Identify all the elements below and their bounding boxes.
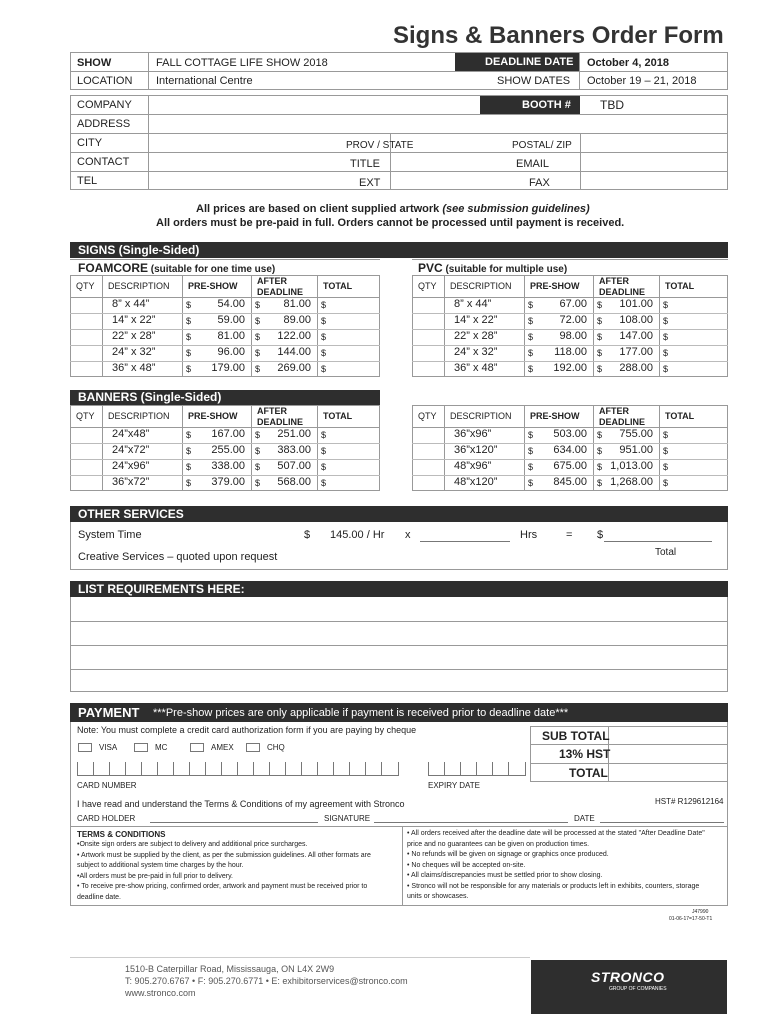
footer-divider <box>70 957 530 958</box>
booth-label: BOOTH # <box>522 99 571 111</box>
terms-right-item: • No refunds will be given on signage or graphics once produced. <box>407 851 609 858</box>
pvc-row-after-currency: $ <box>597 300 603 310</box>
banner-right-row-total-currency[interactable]: $ <box>663 462 669 472</box>
card-holder-label: CARD HOLDER <box>77 814 136 823</box>
terms-right-item: price and no guarantees can be given on production times. <box>407 840 590 848</box>
hst-label: 13% HST <box>559 747 611 761</box>
location-value[interactable]: International Centre <box>156 75 253 87</box>
banner-left-row-after-currency: $ <box>255 478 261 488</box>
terms-right-item: • No cheques will be accepted on-site. <box>407 861 526 869</box>
foamcore-row-total-currency[interactable]: $ <box>321 300 327 310</box>
pvc-row-after-price: 288.00 <box>619 362 653 374</box>
terms-right-item: • Stronco will not be responsible for any materials or products left in exhibits, counters, storage <box>407 882 700 890</box>
system-time-rate: 145.00 / Hr <box>330 529 385 541</box>
expiry-input[interactable] <box>428 762 526 776</box>
pvc-row-description: 8” x 44” <box>454 298 492 310</box>
foamcore-row-description: 8” x 44” <box>112 298 150 310</box>
payment-heading: PAYMENT <box>78 705 140 720</box>
foamcore-row-pre-price: 54.00 <box>217 298 245 310</box>
foamcore-row-pre-price: 96.00 <box>217 346 245 358</box>
visa-label: VISA <box>99 743 118 752</box>
banner-left-row-pre-price: 255.00 <box>211 444 245 456</box>
date-input[interactable] <box>600 822 724 823</box>
foamcore-row-after-currency: $ <box>255 364 261 374</box>
foamcore-row-after-price: 144.00 <box>277 346 311 358</box>
banner-right-row-after-currency: $ <box>597 430 603 440</box>
signature-input[interactable] <box>374 822 568 823</box>
pvc-row-after-currency: $ <box>597 316 603 326</box>
card-number-input[interactable] <box>77 762 399 776</box>
banners-heading: BANNERS (Single-Sided) <box>78 390 222 404</box>
pvc-row-total-currency[interactable]: $ <box>663 316 669 326</box>
pvc-row-pre-currency: $ <box>528 316 534 326</box>
pvc-qty-input[interactable] <box>414 315 442 327</box>
foamcore-row-after-currency: $ <box>255 300 261 310</box>
hst-number: HST# R129612164 <box>655 797 724 806</box>
terms-left-item: deadline date. <box>77 893 121 901</box>
banner-left-row-description: 24”x72” <box>112 444 150 456</box>
banner-right-row-pre-currency: $ <box>528 446 534 456</box>
form-code-1: J47990 <box>692 909 709 915</box>
banner-left-row-total-currency[interactable]: $ <box>321 430 327 440</box>
banner-right-header-pre: PRE-SHOW <box>530 411 580 421</box>
banner-left-row-after-currency: $ <box>255 446 261 456</box>
pvc-row-after-price: 108.00 <box>619 314 653 326</box>
terms-left-item: • Artwork must be supplied by the client, as per the submission guidelines. All other formats are <box>77 851 371 859</box>
total-dollar: $ <box>597 529 604 541</box>
payment-note: Note: You must complete a credit card authorization form if you are paying by cheque <box>77 725 417 735</box>
agreement-text: I have read and understand the Terms & Conditions of my agreement with Stronco <box>77 799 405 809</box>
mc-label: MC <box>155 743 168 752</box>
pvc-header-pre: PRE-SHOW <box>530 281 580 291</box>
terms-right-item: units or showcases. <box>407 893 469 900</box>
email-label: EMAIL <box>516 158 550 170</box>
chq-checkbox[interactable] <box>246 743 260 752</box>
show-value[interactable]: FALL COTTAGE LIFE SHOW 2018 <box>156 57 328 69</box>
foamcore-row-after-currency: $ <box>255 332 261 342</box>
banner-right-header-qty: QTY <box>418 411 437 421</box>
foamcore-row-pre-currency: $ <box>186 316 192 326</box>
banner-right-row-after-currency: $ <box>597 446 603 456</box>
title-label: TITLE <box>350 158 380 170</box>
subtotal-label: SUB TOTAL <box>542 729 610 743</box>
show-label: SHOW <box>77 57 112 69</box>
pvc-row-pre-currency: $ <box>528 332 534 342</box>
banner-left-qty-input[interactable] <box>72 477 100 489</box>
deadline-label: DEADLINE DATE <box>485 56 574 68</box>
banner-right-qty-input[interactable] <box>414 461 442 473</box>
pvc-row-after-price: 101.00 <box>619 298 653 310</box>
footer-address: 1510-B Caterpillar Road, Mississauga, ON L4X 2W9 <box>125 964 335 974</box>
banner-right-row-pre-currency: $ <box>528 462 534 472</box>
banner-right-header-desc: DESCRIPTION <box>450 411 512 421</box>
foamcore-header-qty: QTY <box>76 281 95 291</box>
banner-right-row-pre-currency: $ <box>528 430 534 440</box>
foamcore-row-description: 24” x 32” <box>112 346 156 358</box>
pvc-qty-input[interactable] <box>414 347 442 359</box>
banner-right-row-after-price: 951.00 <box>619 444 653 456</box>
banner-left-qty-input[interactable] <box>72 429 100 441</box>
pvc-row-pre-currency: $ <box>528 300 534 310</box>
banner-left-row-after-price: 383.00 <box>277 444 311 456</box>
banner-left-row-after-price: 507.00 <box>277 460 311 472</box>
pvc-qty-input[interactable] <box>414 331 442 343</box>
pvc-row-after-price: 177.00 <box>619 346 653 358</box>
banner-right-row-total-currency[interactable]: $ <box>663 446 669 456</box>
requirements-heading: LIST REQUIREMENTS HERE: <box>78 582 245 596</box>
banner-left-header-deadline: DEADLINE <box>257 417 304 427</box>
foamcore-row-total-currency[interactable]: $ <box>321 316 327 326</box>
banner-right-row-description: 36”x96” <box>454 428 492 440</box>
pvc-row-total-currency[interactable]: $ <box>663 364 669 374</box>
pvc-row-total-currency[interactable]: $ <box>663 348 669 358</box>
banner-right-row-description: 48”x120” <box>454 476 498 488</box>
show-dates-value: October 19 – 21, 2018 <box>587 75 697 87</box>
banner-right-header-total: TOTAL <box>665 411 695 421</box>
banner-left-row-total-currency[interactable]: $ <box>321 478 327 488</box>
form-code-2: 01-06-17=17-50-T1 <box>669 916 713 922</box>
stronco-logo: STRONCO <box>591 969 665 985</box>
company-label: COMPANY <box>77 99 132 111</box>
banner-left-row-total-currency[interactable]: $ <box>321 446 327 456</box>
foamcore-row-total-currency[interactable]: $ <box>321 364 327 374</box>
foamcore-row-total-currency[interactable]: $ <box>321 332 327 342</box>
banner-left-row-pre-currency: $ <box>186 462 192 472</box>
pvc-row-after-price: 147.00 <box>619 330 653 342</box>
pvc-header-total: TOTAL <box>665 281 695 291</box>
banner-right-header-deadline: DEADLINE <box>599 417 646 427</box>
banner-right-row-description: 36”x120” <box>454 444 498 456</box>
foamcore-row-pre-currency: $ <box>186 332 192 342</box>
signs-heading: SIGNS (Single-Sided) <box>78 243 200 257</box>
foamcore-row-pre-price: 81.00 <box>217 330 245 342</box>
card-number-label: CARD NUMBER <box>77 781 137 790</box>
tel-label: TEL <box>77 175 98 187</box>
pvc-qty-input[interactable] <box>414 299 442 311</box>
visa-checkbox[interactable] <box>78 743 92 752</box>
hours-input[interactable] <box>420 541 510 542</box>
banner-left-row-description: 36”x72” <box>112 476 150 488</box>
banner-right-row-after-price: 1,013.00 <box>610 460 653 472</box>
other-services-heading: OTHER SERVICES <box>78 507 184 521</box>
amex-checkbox[interactable] <box>190 743 204 752</box>
postal-label: POSTAL/ ZIP <box>512 140 572 151</box>
pvc-qty-input[interactable] <box>414 363 442 375</box>
foamcore-header-desc: DESCRIPTION <box>108 281 170 291</box>
banner-left-row-after-currency: $ <box>255 430 261 440</box>
foamcore-row-pre-currency: $ <box>186 364 192 374</box>
banner-left-row-description: 24”x48” <box>112 428 150 440</box>
terms-left-item: •Onsite sign orders are subject to delivery and additional price surcharges. <box>77 841 308 848</box>
pvc-header-qty: QTY <box>418 281 437 291</box>
foamcore-subtitle: (suitable for one time use) <box>148 264 276 275</box>
pvc-row-pre-price: 192.00 <box>553 362 587 374</box>
city-label: CITY <box>77 137 103 149</box>
pvc-row-description: 36” x 48” <box>454 362 498 374</box>
pvc-row-total-currency[interactable]: $ <box>663 332 669 342</box>
foamcore-row-after-price: 81.00 <box>283 298 311 310</box>
pvc-row-total-currency[interactable]: $ <box>663 300 669 310</box>
deadline-value: October 4, 2018 <box>587 57 669 69</box>
date-label: DATE <box>574 814 595 823</box>
stronco-logo-sub: GROUP OF COMPANIES <box>609 986 667 992</box>
foamcore-row-after-price: 269.00 <box>277 362 311 374</box>
banner-right-qty-input[interactable] <box>414 429 442 441</box>
system-time-dollar: $ <box>304 529 311 541</box>
foamcore-row-pre-price: 179.00 <box>211 362 245 374</box>
footer-phones: T: 905.270.6767 • F: 905.270.6771 • E: exhibitorservices@stronco.com <box>125 976 408 986</box>
terms-heading: TERMS & CONDITIONS <box>77 830 166 839</box>
foamcore-title-text: FOAMCORE <box>78 261 148 275</box>
foamcore-qty-input[interactable] <box>72 331 100 343</box>
pvc-row-pre-price: 98.00 <box>559 330 587 342</box>
banner-left-row-total-currency[interactable]: $ <box>321 462 327 472</box>
foamcore-row-after-price: 122.00 <box>277 330 311 342</box>
foamcore-row-pre-currency: $ <box>186 348 192 358</box>
banner-left-qty-input[interactable] <box>72 445 100 457</box>
foamcore-qty-input[interactable] <box>72 347 100 359</box>
pvc-row-description: 24” x 32” <box>454 346 498 358</box>
banner-right-row-pre-price: 845.00 <box>553 476 587 488</box>
pvc-header-after: AFTER <box>599 276 629 286</box>
pvc-row-pre-price: 72.00 <box>559 314 587 326</box>
times-sign: x <box>405 529 411 541</box>
banner-left-row-after-price: 251.00 <box>277 428 311 440</box>
foamcore-header-after: AFTER <box>257 276 287 286</box>
foamcore-row-after-price: 89.00 <box>283 314 311 326</box>
banner-left-row-pre-price: 338.00 <box>211 460 245 472</box>
pvc-subtitle: (suitable for multiple use) <box>442 264 568 275</box>
notice-line-2: All orders must be pre-paid in full. Orders cannot be processed until payment is received. <box>156 217 625 229</box>
equals-sign: = <box>566 529 573 541</box>
pvc-header-desc: DESCRIPTION <box>450 281 512 291</box>
foamcore-qty-input[interactable] <box>72 363 100 375</box>
foamcore-row-description: 14” x 22” <box>112 314 156 326</box>
pvc-row-pre-price: 67.00 <box>559 298 587 310</box>
address-label: ADDRESS <box>77 118 131 130</box>
banner-left-header-total: TOTAL <box>323 411 353 421</box>
pvc-row-pre-currency: $ <box>528 364 534 374</box>
terms-right-item: • All orders received after the deadline date will be processed at the stated "After Deadline Date" <box>407 830 705 837</box>
total-label: TOTAL <box>569 766 608 780</box>
chq-label: CHQ <box>267 743 285 752</box>
booth-value[interactable]: TBD <box>600 98 624 112</box>
foamcore-qty-input[interactable] <box>72 315 100 327</box>
ext-label: EXT <box>359 177 381 189</box>
creative-services-label: Creative Services – quoted upon request <box>78 551 278 563</box>
banner-right-row-after-currency: $ <box>597 462 603 472</box>
banner-right-row-pre-price: 675.00 <box>553 460 587 472</box>
show-dates-label: SHOW DATES <box>497 75 571 87</box>
banner-left-row-pre-price: 167.00 <box>211 428 245 440</box>
terms-left-item: subject to additional system time charges by the hour. <box>77 862 244 869</box>
pvc-row-description: 14” x 22” <box>454 314 498 326</box>
foamcore-header-pre: PRE-SHOW <box>188 281 238 291</box>
banner-right-row-after-currency: $ <box>597 478 603 488</box>
pvc-title <box>418 261 567 275</box>
banner-right-row-total-currency[interactable]: $ <box>663 430 669 440</box>
banner-left-row-after-price: 568.00 <box>277 476 311 488</box>
pvc-row-pre-price: 118.00 <box>554 346 587 358</box>
other-total-label: Total <box>655 547 677 558</box>
pvc-row-after-currency: $ <box>597 332 603 342</box>
banner-right-row-after-price: 1,268.00 <box>610 476 653 488</box>
foamcore-row-total-currency[interactable]: $ <box>321 348 327 358</box>
banner-left-row-pre-price: 379.00 <box>211 476 245 488</box>
system-time-label: System Time <box>78 529 142 541</box>
foamcore-header-total: TOTAL <box>323 281 353 291</box>
banner-right-qty-input[interactable] <box>414 477 442 489</box>
location-label: LOCATION <box>77 75 133 87</box>
foamcore-header-deadline: DEADLINE <box>257 287 304 297</box>
banner-left-header-qty: QTY <box>76 411 95 421</box>
banner-left-row-description: 24”x96” <box>112 460 150 472</box>
pvc-row-pre-currency: $ <box>528 348 534 358</box>
fax-label: FAX <box>529 177 550 189</box>
pvc-header-deadline: DEADLINE <box>599 287 646 297</box>
foamcore-row-description: 36” x 48” <box>112 362 156 374</box>
foamcore-row-after-currency: $ <box>255 348 261 358</box>
footer-web: www.stronco.com <box>125 988 196 998</box>
pvc-title-text: PVC <box>418 261 443 275</box>
banner-right-row-after-price: 755.00 <box>619 428 653 440</box>
notice-text: All prices are based on client supplied artwork <box>196 203 443 215</box>
banner-left-qty-input[interactable] <box>72 461 100 473</box>
foamcore-qty-input[interactable] <box>72 299 100 311</box>
foamcore-row-pre-price: 59.00 <box>217 314 245 326</box>
notice-guidelines: (see submission guidelines) <box>442 203 590 215</box>
amex-label: AMEX <box>211 743 234 752</box>
banner-right-qty-input[interactable] <box>414 445 442 457</box>
expiry-label: EXPIRY DATE <box>428 781 481 790</box>
mc-checkbox[interactable] <box>134 743 148 752</box>
banner-right-row-pre-price: 634.00 <box>553 444 587 456</box>
prov-label: PROV / STATE <box>346 140 414 151</box>
stronco-logo-box <box>531 960 727 1014</box>
foamcore-row-after-currency: $ <box>255 316 261 326</box>
terms-left-item: • To receive pre-show pricing, confirmed order, artwork and payment must be received prior to <box>77 883 368 890</box>
banner-left-header-desc: DESCRIPTION <box>108 411 170 421</box>
foamcore-row-description: 22” x 28” <box>112 330 156 342</box>
card-holder-input[interactable] <box>150 822 318 823</box>
payment-note-heading: ***Pre-show prices are only applicable if payment is received prior to deadline date*** <box>153 707 569 719</box>
banner-left-row-pre-currency: $ <box>186 430 192 440</box>
banner-right-row-description: 48”x96” <box>454 460 492 472</box>
pvc-row-after-currency: $ <box>597 348 603 358</box>
foamcore-row-pre-currency: $ <box>186 300 192 310</box>
banner-right-row-total-currency[interactable]: $ <box>663 478 669 488</box>
banner-left-row-after-currency: $ <box>255 462 261 472</box>
banner-right-row-pre-currency: $ <box>528 478 534 488</box>
foamcore-title <box>78 261 275 275</box>
banner-left-row-pre-currency: $ <box>186 478 192 488</box>
notice-line-1 <box>196 203 590 215</box>
other-total-input[interactable] <box>604 541 712 542</box>
pvc-row-description: 22” x 28” <box>454 330 498 342</box>
terms-right-item: • All claims/discrepancies must be settled prior to show closing. <box>407 872 603 879</box>
banner-left-row-pre-currency: $ <box>186 446 192 456</box>
banner-left-header-after: AFTER <box>257 406 287 416</box>
banner-left-header-pre: PRE-SHOW <box>188 411 238 421</box>
pvc-row-after-currency: $ <box>597 364 603 374</box>
banner-right-row-pre-price: 503.00 <box>553 428 587 440</box>
hrs-label: Hrs <box>520 529 538 541</box>
signature-label: SIGNATURE <box>324 814 371 823</box>
terms-left-item: •All orders must be pre-paid in full prior to delivery. <box>77 872 233 880</box>
contact-label: CONTACT <box>77 156 130 168</box>
page-title: Signs & Banners Order Form <box>393 22 724 49</box>
banner-right-header-after: AFTER <box>599 406 629 416</box>
